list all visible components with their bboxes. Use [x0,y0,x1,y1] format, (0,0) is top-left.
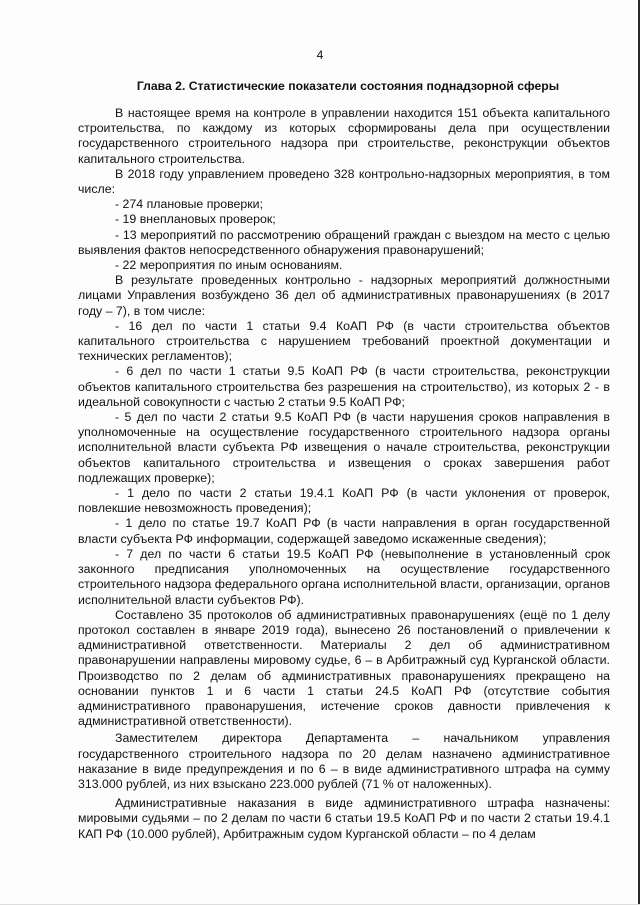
list-item: - 13 мероприятий по рассмотрению обращений граждан с выездом на место с целью выявления фактов непосредственного обнаружения правонарушений; [78,227,610,257]
paragraph: Заместителем директора Департамента – начальником управления государственного строительного надзора по 20 делам назначено административное наказание в виде предупреждения и по 6 – в виде административного штрафа на сумму 313.000 рублей, из них взыскано 223.000 рублей (71 % от наложенных). [78,731,610,791]
paragraph: В 2018 году управлением проведено 328 контрольно-надзорных мероприятия, в том числе: [78,166,610,197]
paragraph: Составлено 35 протоколов об административных правонарушениях (ещё по 1 делу протокол составлен в январе 2019 года), вынесено 26 постановлений о привлечении к административной ответственности. Материалы 2 дел об административном правонарушении направлены мировому судье, 6 – в Арбитражный суд Курганской области. Производство по 2 делам об административных правонарушениях прекращено на основании пунктов 1 и 6 части 1 статьи 24.5 КоАП РФ (отсутствие события административного правонарушения, истечение сроков давности привлечения к административной ответственности). [78,607,610,729]
list-item: - 1 дело по статье 19.7 КоАП РФ (в части направления в орган государственной власти субъекта РФ информации, содержащей заведомо искаженные сведения); [78,516,610,546]
list-item: - 6 дел по части 1 статьи 9.5 КоАП РФ (в части строительства, реконструкции объектов капитального строительства без разрешения на строительство), из которых 2 - в идеальной совокупности с частью 2 статьи 9.5 КоАП РФ; [78,364,610,409]
list-item: - 274 плановые проверки; [115,197,264,212]
paragraph: В настоящее время на контроле в управлении находится 151 объекта капитального строительства, по каждому из которых сформированы дела при осуществлении государственного строительного надзора при строительстве, реконструкции объектов капитального строительства. [78,106,610,166]
chapter-heading: Глава 2. Статистические показатели состояния поднадзорной сферы [136,79,560,93]
list-item: - 5 дел по части 2 статьи 9.5 КоАП РФ (в части нарушения сроков направления в уполномоченные на осуществление государственного строительного надзора органы исполнительной власти субъекта РФ извещения о начале строительства, реконструкции объектов капитального строительства и извещения о сроках завершения работ подлежащих проверке); [78,410,610,485]
paragraph: Административные наказания в виде административного штрафа назначены: мировыми судьями – по 2 делам по части 6 статьи 19.5 КоАП РФ и по части 2 статьи 19.4.1 КАП РФ (10.000 рублей), Арбитражным судом Курганской области – по 4 делам [78,796,610,841]
list-item: - 22 мероприятия по иным основаниям. [115,258,343,273]
list-item: - 1 дело по части 2 статьи 19.4.1 КоАП РФ (в части уклонения от проверок, повлекшие невозможность проведения); [78,486,610,516]
paragraph: В результате проведенных контрольно - надзорных мероприятий должностными лицами Управления возбуждено 36 дел об административных правонарушениях (в 2017 году – 7), в том числе: [78,273,610,318]
list-item: - 16 дел по части 1 статьи 9.4 КоАП РФ (в части строительства объектов капитального строительства с нарушением требований проектной документации и технических регламентов); [78,318,610,364]
page-number: 4 [316,48,324,62]
document-body [78,106,610,842]
list-item: - 7 дел по части 6 статьи 19.5 КоАП РФ (невыполнение в установленный срок законного предписания уполномоченных на осуществление государственного строительного надзора федерального органа исполнительной власти, организации, органов исполнительной власти субъектов РФ). [78,546,610,607]
list-item: - 19 внеплановых проверок; [115,212,276,227]
